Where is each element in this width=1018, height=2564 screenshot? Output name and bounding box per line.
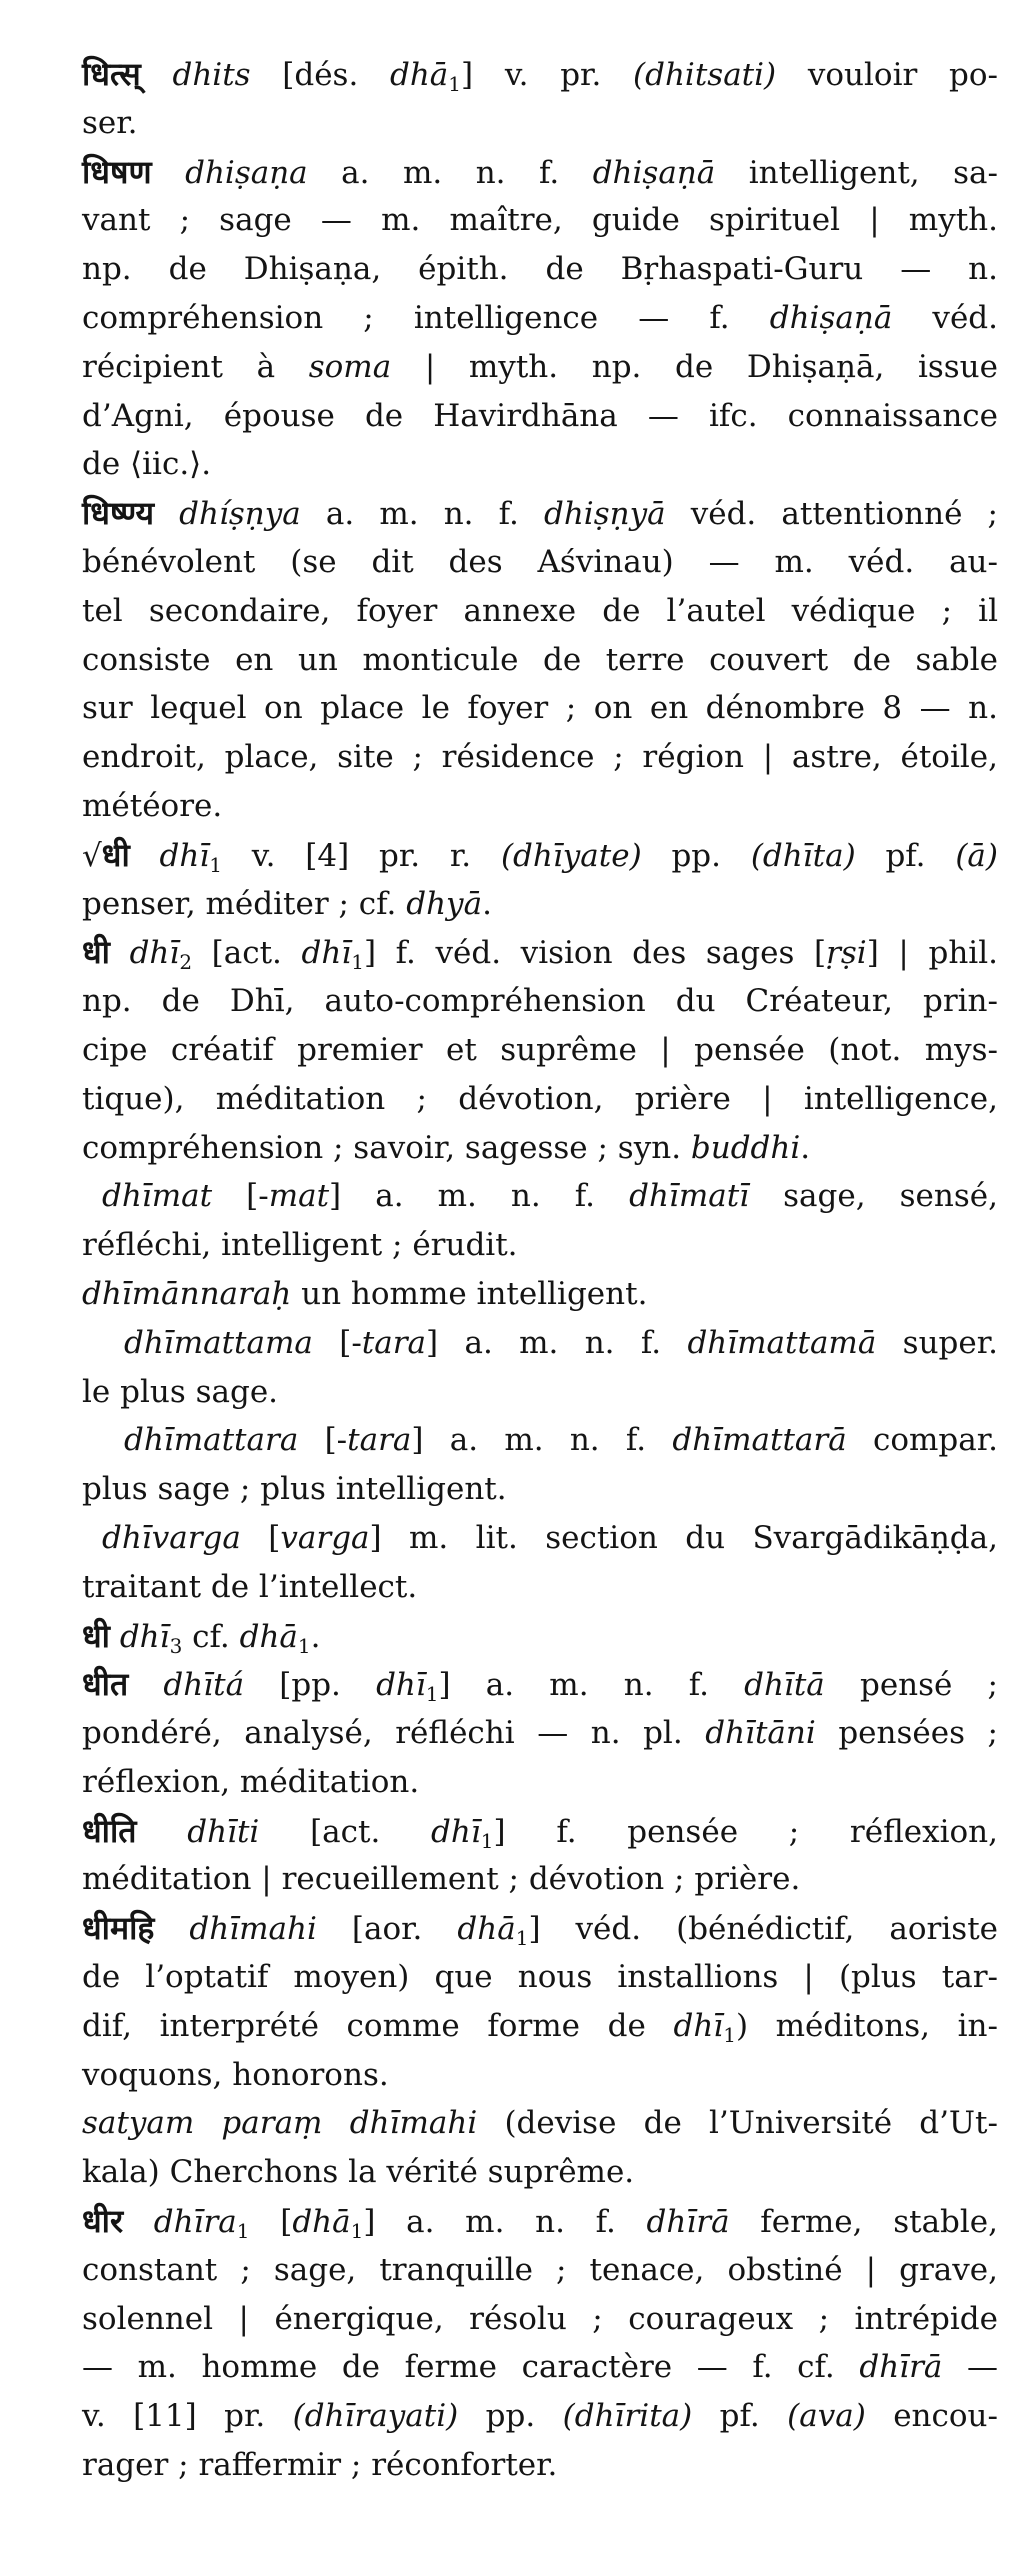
italic-term: dhīrā: [646, 2204, 730, 2241]
text-run: cipe créatif premier et suprême | pensée (not. mys-: [82, 1031, 998, 1068]
homonym-index: 1: [351, 950, 364, 975]
italic-term: dhī: [376, 1667, 426, 1704]
text-run: véd.: [892, 299, 998, 336]
text-run: pensées ;: [815, 1715, 998, 1752]
italic-term: varga: [280, 1519, 370, 1556]
italic-term: dhī: [129, 935, 180, 972]
text-run: np. de Dhī, auto-compréhension du Créateur, prin-: [82, 983, 998, 1020]
italic-term: dhītāni: [705, 1715, 816, 1752]
text-run: solennel | énergique, résolu ; courageux ; intrépide: [82, 2300, 998, 2337]
entry-line: [82, 1904, 998, 1953]
entry-line: [82, 1514, 998, 1563]
text-run: méditation | recueillement ; dévotion ; prière.: [82, 1861, 801, 1898]
italic-term: tara: [347, 1422, 412, 1459]
text-run: super.: [876, 1324, 998, 1361]
text-run: .: [310, 1618, 321, 1655]
entry-line: [82, 1807, 998, 1856]
text-run: plus sage ; plus intelligent.: [82, 1471, 507, 1508]
italic-term: dhītá: [163, 1667, 245, 1704]
text-run: ] a. m. n. f.: [438, 1667, 745, 1704]
entry-line: [82, 1416, 998, 1465]
entry-line: [82, 880, 998, 929]
text-run: rager ; raffermir ; réconforter.: [82, 2447, 558, 2484]
text-run: [130, 838, 160, 874]
text-run: ferme, stable,: [729, 2204, 999, 2241]
text-run: .: [800, 1129, 811, 1166]
entry-line: [82, 1855, 998, 1904]
text-run: voquons, honorons.: [82, 2056, 389, 2093]
entry-line: [82, 1221, 998, 1270]
entry-line: [82, 636, 998, 685]
text-run: pp.: [458, 2398, 563, 2435]
italic-term: dhīra: [153, 2204, 237, 2241]
italic-term: dhā: [390, 57, 449, 93]
text-run: ] f. pensée ; réflexion,: [493, 1813, 998, 1850]
headword-devanagari: धी: [82, 933, 110, 972]
text-run: ] a. m. n. f.: [411, 1422, 673, 1459]
dictionary-entry: [82, 928, 998, 1172]
text-run: [-: [298, 1422, 348, 1459]
headword-devanagari: धीति: [82, 1811, 137, 1850]
italic-term: (dhīrita): [562, 2398, 693, 2435]
entry-line: [82, 1758, 998, 1807]
dictionary-entry: [82, 1416, 998, 1514]
italic-term: soma: [308, 348, 392, 385]
entry-line: [82, 148, 998, 197]
dictionary-entry: [82, 1172, 998, 1270]
entry-line: [82, 1172, 998, 1221]
entry-line: [82, 392, 998, 441]
entry-line: [82, 977, 998, 1026]
italic-term: dhī: [673, 2007, 724, 2044]
entry-line: [82, 1124, 998, 1173]
headword-devanagari: धी: [82, 1616, 110, 1655]
entry-line: [82, 196, 998, 245]
entry-line: [82, 2295, 998, 2344]
headword-devanagari: धित्स्: [82, 55, 141, 93]
text-run: (devise de l’Université d’Ut-: [477, 2105, 998, 2142]
entry-line: [82, 2441, 998, 2490]
entry-line: [82, 2002, 998, 2051]
italic-term: dhiṣaṇa: [185, 154, 308, 191]
entry-line: [82, 1709, 998, 1758]
homonym-index: 1: [297, 1633, 311, 1658]
headword-devanagari: धी: [101, 835, 130, 874]
text-run: [123, 2204, 154, 2240]
text-run: encou-: [865, 2398, 998, 2435]
text-run: np. de Dhiṣaṇa, épith. de Bṛhaspati-Guru — n.: [82, 251, 998, 288]
entry-line: [82, 245, 998, 294]
text-run: ] a. m. n. f.: [426, 1324, 688, 1361]
entry-line: [82, 1612, 998, 1661]
dictionary-entry: [82, 489, 998, 831]
homonym-index: 1: [448, 72, 462, 96]
entry-line: [82, 1563, 998, 1612]
italic-term: dhītā: [744, 1667, 825, 1704]
text-run: météore.: [82, 787, 223, 824]
entry-line: [82, 343, 998, 392]
entry-line: [82, 1026, 998, 1075]
text-run: tel secondaire, foyer annexe de l’autel védique ; il: [82, 592, 998, 629]
headword-devanagari: धिष्ण्य: [82, 494, 155, 533]
text-run: cf.: [182, 1618, 240, 1655]
headword-devanagari: धीमहि: [82, 1909, 155, 1948]
italic-term: dhīti: [187, 1813, 260, 1850]
text-run: [: [249, 2204, 293, 2241]
italic-term: mat: [268, 1178, 330, 1215]
dictionary-entry: [82, 1270, 998, 1319]
headword-devanagari: धीत: [82, 1665, 129, 1704]
text-run: ) méditons, in-: [735, 2007, 998, 2044]
text-run: endroit, place, site ; résidence ; région | astre, étoile,: [82, 739, 998, 776]
italic-term: dhīmattama: [124, 1324, 313, 1361]
homonym-index: 1: [425, 1682, 439, 1707]
text-run: intelligent, sa-: [715, 154, 998, 191]
text-run: ] a. m. n. f.: [329, 1178, 630, 1215]
dictionary-entry: [82, 1612, 998, 1661]
italic-term: (dhīta): [750, 837, 856, 874]
text-run: [act.: [192, 935, 302, 972]
text-run: sur lequel on place le foyer ; on en dénombre 8 — n.: [82, 690, 998, 727]
entry-line: [82, 587, 998, 636]
text-run: réfléchi, intelligent ; érudit.: [82, 1227, 518, 1264]
text-run: —: [942, 2349, 998, 2386]
text-run: pondéré, analysé, réfléchi — n. pl.: [82, 1715, 706, 1752]
text-run: pf.: [855, 837, 956, 874]
dictionary-entry: [82, 2197, 998, 2490]
italic-term: dhiṣṇyā: [544, 496, 666, 533]
text-run: [-: [312, 1324, 362, 1361]
entry-line: [82, 2051, 998, 2100]
text-run: bénévolent (se dit des Aśvinau) — m. véd. au-: [82, 543, 998, 580]
entry-line: [82, 538, 998, 587]
entry-line: [82, 99, 998, 148]
homonym-index: 1: [723, 2022, 736, 2047]
text-run: un homme intelligent.: [291, 1275, 648, 1312]
italic-term: dhyā: [406, 885, 483, 922]
entry-line: [82, 1953, 998, 2002]
text-run: [act.: [259, 1813, 432, 1850]
homonym-index: 3: [169, 1633, 183, 1658]
entry-line: [82, 2343, 998, 2392]
text-run: a. m. n. f.: [307, 154, 593, 191]
entry-line: [82, 928, 998, 977]
italic-term: dhíṣṇya: [179, 496, 301, 533]
text-run: [-: [212, 1178, 269, 1215]
entry-line: [82, 440, 998, 489]
entry-line: [82, 2246, 998, 2295]
text-run: vouloir po-: [776, 57, 998, 93]
dictionary-entry: [82, 1904, 998, 2099]
root-symbol: √: [82, 837, 102, 874]
text-run: — m. homme de ferme caractère — f. cf.: [82, 2349, 860, 2386]
text-run: ] véd. (bénédictif, aoriste: [528, 1911, 998, 1948]
text-run: pensé ;: [824, 1667, 998, 1704]
text-run: récipient à: [82, 348, 309, 385]
text-run: [: [240, 1519, 281, 1556]
entry-line: [82, 489, 998, 538]
text-run: [128, 1667, 163, 1703]
text-run: [141, 57, 173, 93]
italic-term: dhīmattarā: [672, 1422, 847, 1459]
homonym-index: 2: [179, 950, 193, 975]
italic-term: buddhi: [690, 1129, 801, 1166]
dictionary-entry: [82, 50, 998, 148]
text-run: ser.: [82, 104, 138, 141]
italic-term: (ā): [955, 837, 998, 874]
italic-term: ṛṣi: [826, 935, 867, 972]
text-run: pp.: [641, 837, 751, 874]
text-run: le plus sage.: [82, 1373, 279, 1410]
text-run: [154, 496, 179, 532]
dictionary-entry: [82, 1514, 998, 1612]
italic-term: (dhīyate): [500, 837, 642, 874]
italic-term: dhī: [301, 935, 352, 972]
italic-term: dhā: [457, 1911, 516, 1948]
text-run: v. [4] pr. r.: [222, 837, 501, 874]
text-run: sage, sensé,: [749, 1178, 998, 1215]
headword-devanagari: धीर: [82, 2202, 124, 2241]
text-run: ] f. véd. vision des sages [: [363, 935, 827, 972]
text-run: [154, 1911, 189, 1947]
text-run: [110, 1619, 120, 1655]
text-run: .: [482, 885, 492, 922]
entry-line: [82, 1660, 998, 1709]
text-run: dif, interprété comme forme de: [82, 2007, 674, 2044]
dictionary-entry: [82, 1319, 998, 1417]
headword-devanagari: धिषण: [82, 152, 152, 191]
text-run: v. [11] pr.: [82, 2398, 293, 2435]
italic-term: dhī: [119, 1618, 170, 1655]
italic-term: dhīmattara: [124, 1422, 299, 1459]
text-run: traitant de l’intellect.: [82, 1568, 418, 1605]
dictionary-entry: [82, 148, 998, 490]
text-run: penser, méditer ; cf.: [82, 885, 407, 922]
text-run: compréhension ; savoir, sagesse ; syn.: [82, 1129, 691, 1166]
text-run: compar.: [846, 1422, 998, 1459]
italic-term: dhiṣaṇā: [592, 154, 716, 191]
italic-term: satyam paraṃ dhīmahi: [82, 2105, 478, 2142]
homonym-index: 1: [236, 2219, 250, 2244]
entry-line: [82, 1075, 998, 1124]
entry-line: [82, 2148, 998, 2197]
text-run: | myth. np. de Dhiṣaṇā, issue: [391, 348, 998, 385]
italic-term: dhīmānnaraḥ: [82, 1275, 292, 1312]
italic-term: dhīmahi: [189, 1911, 317, 1948]
entry-line: [82, 2197, 998, 2246]
entry-line: [82, 1270, 998, 1319]
text-run: ] m. lit. section du Svargādikāṇḍa,: [369, 1519, 998, 1556]
italic-term: dhīmatī: [629, 1178, 750, 1215]
italic-term: dhīmat: [102, 1178, 213, 1215]
text-run: de ⟨iic.⟩.: [82, 446, 212, 483]
italic-term: dhiṣaṇā: [769, 299, 893, 336]
italic-term: dhā: [292, 2204, 351, 2241]
homonym-index: 1: [209, 852, 222, 877]
entry-line: [82, 2392, 998, 2441]
entry-line: [82, 782, 998, 831]
text-run: réflexion, méditation.: [82, 1763, 420, 1800]
entry-line: [82, 831, 998, 880]
homonym-index: 1: [480, 1828, 494, 1853]
italic-term: dhits: [172, 57, 251, 93]
homonym-index: 1: [515, 1926, 529, 1951]
italic-term: dhīrā: [859, 2349, 943, 2386]
dictionary-entry: [82, 2099, 998, 2197]
text-run: consiste en un monticule de terre couvert de sable: [82, 641, 998, 678]
text-run: pf.: [692, 2398, 788, 2435]
entry-line: [82, 50, 998, 99]
text-run: a. m. n. f.: [300, 496, 544, 533]
italic-term: dhī: [431, 1813, 481, 1850]
text-run: ] v. pr.: [461, 57, 634, 93]
italic-term: (ava): [787, 2398, 866, 2435]
italic-term: dhā: [239, 1618, 298, 1655]
text-run: [137, 1814, 188, 1850]
italic-term: dhīvarga: [102, 1519, 241, 1556]
entry-line: [82, 1465, 998, 1514]
dictionary-entry: [82, 1807, 998, 1905]
text-run: [110, 935, 130, 971]
dictionary-entry: [82, 1660, 998, 1806]
italic-term: tara: [361, 1324, 427, 1361]
text-run: ] a. m. n. f.: [363, 2204, 647, 2241]
entry-line: [82, 1368, 998, 1417]
text-run: [pp.: [244, 1667, 377, 1704]
italic-term: dhīmattamā: [687, 1324, 877, 1361]
italic-term: (dhīrayati): [292, 2398, 459, 2435]
text-run: de l’optatif moyen) que nous installions | (plus tar-: [82, 1959, 998, 1996]
italic-term: dhī: [159, 837, 210, 874]
text-run: kala) Cherchons la vérité suprême.: [82, 2154, 635, 2191]
entry-line: [82, 1319, 998, 1368]
text-run: vant ; sage — m. maître, guide spirituel | myth.: [82, 202, 998, 239]
text-run: [aor.: [316, 1911, 458, 1948]
text-run: véd. attentionné ;: [665, 496, 998, 533]
entry-line: [82, 733, 998, 782]
homonym-index: 1: [350, 2219, 364, 2244]
text-run: tique), méditation ; dévotion, prière | intelligence,: [82, 1080, 998, 1117]
dictionary-entry: [82, 831, 998, 929]
entry-line: [82, 2099, 998, 2148]
text-run: [152, 155, 185, 191]
text-run: [dés.: [250, 57, 390, 93]
entry-line: [82, 684, 998, 733]
text-run: constant ; sage, tranquille ; tenace, obstiné | grave,: [82, 2251, 998, 2288]
text-run: ] | phil.: [866, 935, 998, 972]
text-run: d’Agni, épouse de Havirdhāna — ifc. connaissance: [82, 397, 998, 434]
text-run: compréhension ; intelligence — f.: [82, 299, 770, 336]
italic-term: (dhitsati): [633, 57, 777, 93]
entry-line: [82, 294, 998, 343]
